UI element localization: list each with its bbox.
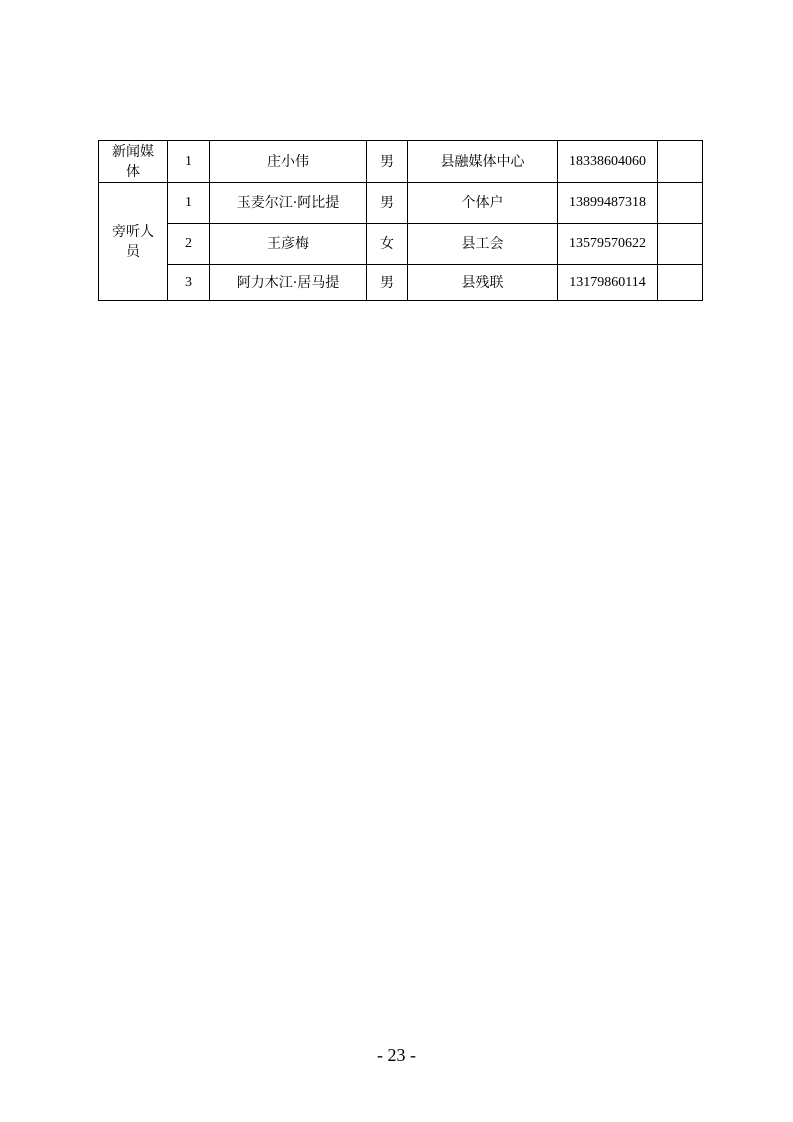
table-row (99, 224, 703, 265)
name-cell: 庄小伟 (210, 141, 367, 183)
category-cell: 旁听人员 (99, 183, 168, 301)
note-cell (658, 265, 703, 301)
table-row (99, 265, 703, 301)
index-cell: 1 (168, 141, 210, 183)
table-row (99, 141, 703, 183)
gender-cell: 男 (367, 183, 408, 224)
organization-cell: 县工会 (408, 224, 558, 265)
organization-cell: 县残联 (408, 265, 558, 301)
table-row (99, 183, 703, 224)
name-cell: 玉麦尔江·阿比提 (210, 183, 367, 224)
note-cell (658, 183, 703, 224)
category-cell: 新闻媒体 (99, 141, 168, 183)
gender-cell: 女 (367, 224, 408, 265)
phone-cell: 13899487318 (558, 183, 658, 224)
note-cell (658, 224, 703, 265)
page-number: - 23 - (377, 1045, 416, 1065)
phone-cell: 18338604060 (558, 141, 658, 183)
name-cell: 王彦梅 (210, 224, 367, 265)
name-cell: 阿力木江·居马提 (210, 265, 367, 301)
roster-table (98, 140, 703, 301)
organization-cell: 个体户 (408, 183, 558, 224)
gender-cell: 男 (367, 141, 408, 183)
index-cell: 2 (168, 224, 210, 265)
phone-cell: 13179860114 (558, 265, 658, 301)
phone-cell: 13579570622 (558, 224, 658, 265)
index-cell: 1 (168, 183, 210, 224)
gender-cell: 男 (367, 265, 408, 301)
organization-cell: 县融媒体中心 (408, 141, 558, 183)
index-cell: 3 (168, 265, 210, 301)
note-cell (658, 141, 703, 183)
